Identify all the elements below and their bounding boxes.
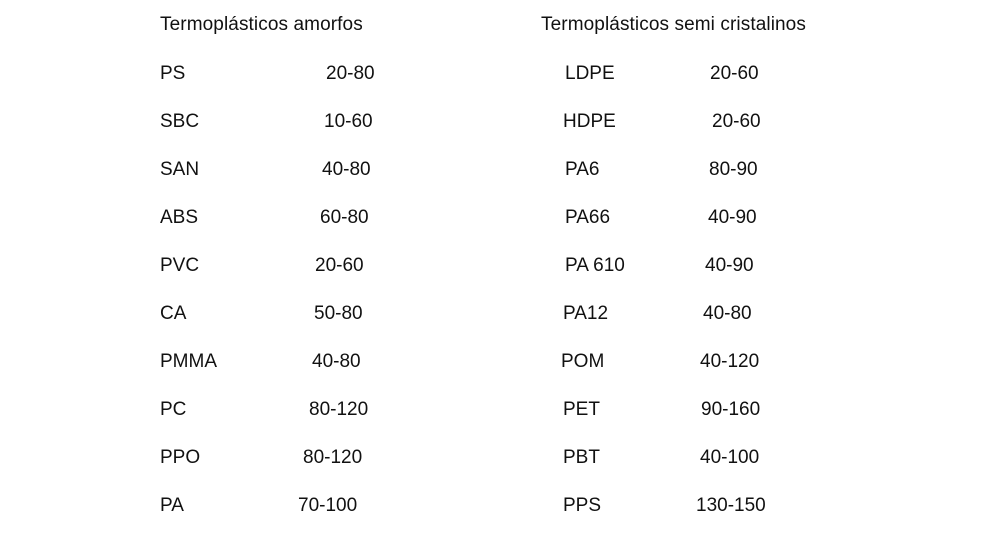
semicrystalline-range: 80-90 <box>709 159 758 180</box>
amorphous-range: 40-80 <box>312 351 361 372</box>
amorphous-material: SAN <box>160 159 200 180</box>
amorphous-range: 20-60 <box>315 255 364 276</box>
amorphous-range: 60-80 <box>320 207 369 228</box>
amorphous-material: SBC <box>160 111 200 132</box>
amorphous-material: PA <box>160 495 184 516</box>
amorphous-range: 80-120 <box>309 399 369 420</box>
amorphous-range: 80-120 <box>303 447 363 468</box>
amorphous-range: 40-80 <box>322 159 371 180</box>
semicrystalline-range: 20-60 <box>710 63 759 84</box>
semicrystalline-material: PBT <box>563 447 600 468</box>
semicrystalline-range: 40-100 <box>700 447 760 468</box>
amorphous-material: PVC <box>160 255 200 276</box>
semicrystalline-material: HDPE <box>563 111 616 132</box>
amorphous-range: 20-80 <box>326 63 375 84</box>
semicrystalline-material: POM <box>561 351 605 372</box>
amorphous-range: 70-100 <box>298 495 358 516</box>
semicrystalline-range: 40-90 <box>705 255 754 276</box>
amorphous-material: PC <box>160 399 187 420</box>
amorphous-material: CA <box>160 303 187 324</box>
semicrystalline-material: PA66 <box>565 207 611 228</box>
semicrystalline-material: LDPE <box>565 63 615 84</box>
semicrystalline-range: 90-160 <box>701 399 761 420</box>
semicrystalline-range: 130-150 <box>696 495 766 516</box>
semicrystalline-material: PET <box>563 399 600 420</box>
amorphous-material: PS <box>160 63 186 84</box>
amorphous-material: PPO <box>160 447 201 468</box>
semicrystalline-material: PA12 <box>563 303 609 324</box>
semicrystalline-material: PPS <box>563 495 602 516</box>
semicrystalline-range: 20-60 <box>712 111 761 132</box>
semicrystalline-range: 40-120 <box>700 351 760 372</box>
amorphous-material: ABS <box>160 207 199 228</box>
amorphous-range: 10-60 <box>324 111 373 132</box>
amorphous-material: PMMA <box>160 351 217 372</box>
amorphous-heading: Termoplásticos amorfos <box>160 14 363 35</box>
amorphous-range: 50-80 <box>314 303 363 324</box>
semicrystalline-heading: Termoplásticos semi cristalinos <box>541 14 806 35</box>
semicrystalline-material: PA6 <box>565 159 600 180</box>
semicrystalline-range: 40-80 <box>703 303 752 324</box>
semicrystalline-material: PA 610 <box>565 255 625 276</box>
semicrystalline-range: 40-90 <box>708 207 757 228</box>
